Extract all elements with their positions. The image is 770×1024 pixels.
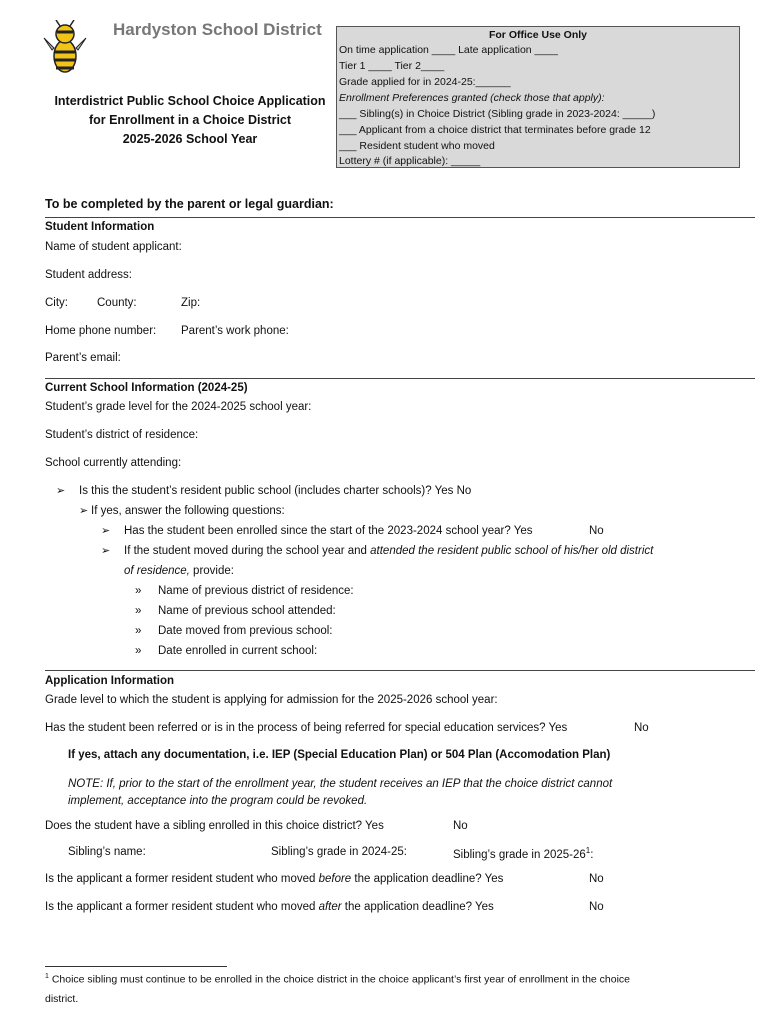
footnote-ref: 1 <box>585 846 591 855</box>
divider <box>45 670 755 671</box>
hornet-mascot-icon <box>42 20 88 76</box>
footnote-text: Choice sibling must continue to be enrolled in the choice district in the choice applicant’s first year of enrollment in the choice <box>48 973 631 986</box>
sub-bullet-icon: » <box>135 645 142 657</box>
iep-note-line2: implement, acceptance into the program could be revoked. <box>68 795 368 807</box>
sibling-grade-2526-label: Sibling’s grade in $2025-26^1$: <box>453 846 594 861</box>
date-enrolled-label: Date enrolled in current school: <box>158 645 318 657</box>
after-q-part: the application deadline? Yes <box>341 901 494 913</box>
intro-heading: To be completed by the parent or legal guardian: <box>45 197 334 211</box>
arrow-bullet-icon: ➢ <box>79 505 89 517</box>
sibling-grade-2526-text: Sibling’s grade in 2025-26 <box>453 848 586 861</box>
office-line: ___ Sibling(s) in Choice District (Sibling grade in 2023-2024: _____) <box>339 108 656 120</box>
moved-question-cont <box>124 565 234 577</box>
moved-q-part: attended the resident public school of his/her old district <box>370 545 654 557</box>
office-line: Tier 1 ____ Tier 2____ <box>339 60 445 72</box>
footnote-line2: district. <box>45 993 79 1005</box>
enrolled-no: No <box>589 525 604 537</box>
sub-bullet-icon: » <box>135 605 142 617</box>
after-q-part: after <box>318 901 342 913</box>
moved-q-part: of residence, <box>124 565 190 577</box>
moved-q-part: provide: <box>189 565 234 577</box>
application-info-heading: Application Information <box>45 675 175 687</box>
office-line: Enrollment Preferences granted (check those that apply): <box>339 92 605 104</box>
student-info-heading: Student Information <box>45 221 155 233</box>
office-heading: For Office Use Only <box>488 29 588 41</box>
application-title <box>48 92 332 149</box>
date-moved-label: Date moved from previous school: <box>158 625 333 637</box>
city-label: City: <box>45 297 68 309</box>
grade-level-label: Student’s grade level for the 2024-2025 school year: <box>45 401 312 413</box>
after-q-part: Is the applicant a former resident student who moved <box>45 901 319 913</box>
arrow-bullet-icon: ➢ <box>56 485 66 497</box>
student-address-label: Student address: <box>45 269 132 281</box>
divider <box>45 378 755 379</box>
sub-bullet-icon: » <box>135 585 142 597</box>
arrow-bullet-icon: ➢ <box>101 525 111 537</box>
moved-question <box>124 545 653 557</box>
office-use-box <box>336 26 740 168</box>
footnote-divider <box>45 966 227 967</box>
applying-grade-label: Grade level to which the student is applying for admission for the 2025-2026 school year: <box>45 694 498 706</box>
office-line: Grade applied for in 2024-25:______ <box>339 76 511 88</box>
work-phone-label: Parent’s work phone: <box>181 325 289 337</box>
moved-after-question <box>45 901 494 913</box>
divider <box>45 217 755 218</box>
enrolled-question: Has the student been enrolled since the start of the 2023-2024 school year? Yes <box>124 525 533 537</box>
parent-email-label: Parent’s email: <box>45 352 121 364</box>
district-residence-label: Student’s district of residence: <box>45 429 199 441</box>
moved-q-part: If the student moved during the school year and <box>124 545 371 557</box>
prev-school-label: Name of previous school attended: <box>158 605 336 617</box>
office-line: ___ Resident student who moved <box>339 140 495 152</box>
footnote-line1 <box>45 973 630 986</box>
iep-note-line1: NOTE: If, prior to the start of the enrollment year, the student receives an IEP that the choice district cannot <box>68 778 613 790</box>
app-title-line3: 2025-2026 School Year <box>122 132 258 146</box>
before-q-part: before <box>318 873 352 885</box>
sibling-name-label: Sibling’s name: <box>68 846 146 858</box>
zip-label: Zip: <box>181 297 201 309</box>
student-name-label: Name of student applicant: <box>45 241 182 253</box>
office-line: Lottery # (if applicable): _____ <box>339 155 481 167</box>
arrow-bullet-icon: ➢ <box>101 545 111 557</box>
special-ed-no: No <box>634 722 649 734</box>
if-yes-label: If yes, answer the following questions: <box>91 505 285 517</box>
office-line: ___ Applicant from a choice district that terminates before grade 12 <box>339 124 651 136</box>
office-line: On time application ____ Late application ____ <box>339 44 558 56</box>
sibling-grade-2425-label: Sibling’s grade in 2024-25: <box>271 846 407 858</box>
before-q-part: the application deadline? Yes <box>351 873 504 885</box>
current-school-heading: Current School Information (2024-25) <box>45 382 248 394</box>
footnote-mark: 1 <box>45 973 49 980</box>
prev-district-label: Name of previous district of residence: <box>158 585 354 597</box>
moved-after-no: No <box>589 901 604 913</box>
special-ed-question: Has the student been referred or is in the process of being referred for special education services? Yes <box>45 722 568 734</box>
app-title-line2: for Enrollment in a Choice District <box>88 113 292 127</box>
sibling-no: No <box>453 820 468 832</box>
county-label: County: <box>97 297 137 309</box>
sub-bullet-icon: » <box>135 625 142 637</box>
district-name: Hardyston School District <box>113 20 322 39</box>
resident-school-question: Is this the student’s resident public school (includes charter schools)? Yes No <box>79 485 472 497</box>
school-attending-label: School currently attending: <box>45 457 182 469</box>
moved-before-no: No <box>589 873 604 885</box>
home-phone-label: Home phone number: <box>45 325 157 337</box>
attach-documentation-note: If yes, attach any documentation, i.e. IEP (Special Education Plan) or 504 Plan (Accomodation Plan) <box>68 749 611 761</box>
before-q-part: Is the applicant a former resident student who moved <box>45 873 319 885</box>
app-title-line1: Interdistrict Public School Choice Application <box>54 94 326 108</box>
sibling-question: Does the student have a sibling enrolled in this choice district? Yes <box>45 820 384 832</box>
moved-before-question <box>45 873 503 885</box>
